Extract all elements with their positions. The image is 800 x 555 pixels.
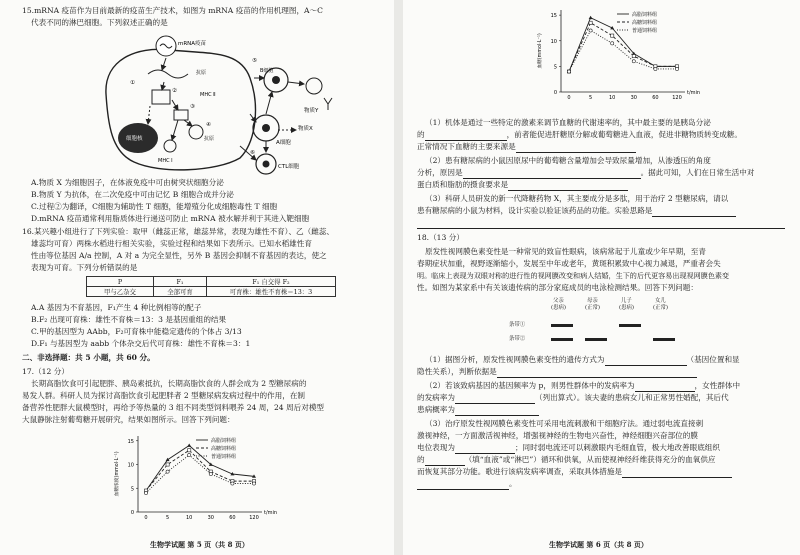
q15-stem-line: 15.mRNA 疫苗作为目前最新的疫苗生产技术，如图为 mRNA 疫苗的作用机理图，A～C	[22, 6, 323, 15]
q17-chart-right	[535, 4, 705, 110]
table-header-cell: F₁ 自交得 F₂	[207, 277, 336, 287]
circle-5: ⑤	[252, 58, 257, 64]
series-line	[569, 31, 677, 72]
q18-part-1-line	[417, 366, 697, 378]
circle-3: ③	[190, 104, 195, 110]
x-tick-label: 30	[630, 95, 637, 101]
circle-1: ①	[130, 80, 135, 86]
data-point	[589, 16, 593, 19]
data-point	[654, 67, 657, 70]
label-mrna-vaccine: mRNA疫苗	[178, 41, 207, 47]
legend-label: 普通饲料组	[632, 28, 658, 34]
exam-page-6	[403, 0, 800, 555]
q18-part-text: 。	[509, 479, 517, 488]
answer-blank-line[interactable]	[417, 219, 785, 229]
circle-4: ④	[206, 122, 211, 128]
q16-option-c: C.甲的基因型为 AAbb，F₂可育株中能稳定遗传的个体占 3/13	[31, 327, 242, 336]
q17-stem-line: 长期高脂饮食可引起肥胖、胰岛素抵抗，长期高脂饮食的人群会成为 2 型糖尿病的	[31, 379, 307, 388]
data-point	[567, 70, 570, 73]
q18-part-3-line	[417, 478, 517, 490]
chart-svg	[112, 428, 282, 528]
y-tick-label: 5	[553, 64, 557, 71]
circle-2: ②	[172, 88, 177, 94]
x-tick-label: 10	[186, 515, 193, 521]
y-tick-label: 15	[550, 13, 557, 20]
data-point	[166, 470, 169, 473]
q17-part-2-line: （2）患有糖尿病的小鼠因原尿中的葡萄糖含量增加会导致尿量增加，从渗透压的角度	[425, 156, 711, 165]
q15-option-c: C.过程②为翻译，C细胞为辅助性 T 细胞，能增殖分化成细胞毒性 T 细胞	[31, 202, 278, 211]
data-point	[675, 67, 678, 70]
legend-label: 普通饲料组	[211, 454, 237, 460]
answer-blank[interactable]	[425, 131, 507, 141]
q17-part-2-text: 。据此可知，人们在日常生活中对	[640, 168, 755, 177]
q17-part-2-text: 分析，原因是	[417, 168, 463, 177]
x-axis-label: t/min	[264, 510, 278, 516]
gel-column-daughter: 女儿	[655, 298, 666, 304]
answer-blank[interactable]	[497, 368, 697, 378]
q18-part-3-line: 激视神经，一方面激活视神经，增强视神经的生物电兴奋性，神经细胞兴奋部位的膜	[417, 431, 698, 440]
q18-part-3-line	[417, 466, 732, 478]
gel-band	[585, 338, 607, 341]
series-line	[146, 450, 254, 490]
table-header-cell: P	[87, 277, 154, 287]
y-tick-label: 10	[550, 38, 557, 45]
data-point	[611, 42, 614, 45]
series-line	[146, 455, 254, 493]
q17-part-1-line: （1）机体是通过一些特定的激素来调节血糖的代谢速率的，其中最主要的是胰岛分泌	[425, 118, 711, 127]
q17-part-1-text: ，前者能促进肝糖原分解或葡萄糖进入血液，促进非糖物质转变成糖。	[506, 130, 742, 139]
q18-part-2-line	[417, 392, 729, 404]
gel-band	[619, 324, 641, 327]
q16-option-a: A.A 基因为不育基因，F₁产生 4 种比例相等的配子	[31, 303, 202, 312]
answer-blank[interactable]	[455, 406, 539, 416]
q17-part-3-text: 患有糖尿病的小鼠为材料，设计实验以验证该药品的功能。实验思路是	[417, 206, 653, 215]
q18-part-text: 患病概率为	[417, 405, 455, 414]
q17-part-1-line	[417, 129, 742, 141]
data-point	[188, 453, 191, 456]
gel-band	[653, 338, 675, 341]
q17-stem-line: 备营养性肥胖大鼠模型时，再给予等热量的 3 组不同类型饲料喂养 24 周，24 周后对模型	[22, 403, 325, 412]
q18-part-2-line	[417, 404, 539, 416]
q17-part-1-text: 正常情况下血糖的主要来源是	[417, 142, 516, 151]
q18-part-text: ；同时弱电流还可以刺激眼内毛细血管，极大地改善眼底组织	[514, 443, 720, 452]
label-a-cell: A细胞	[276, 140, 291, 146]
section-heading: 二、非选择题：共 5 小题，共 60 分。	[22, 353, 155, 362]
data-point	[188, 449, 191, 452]
q18-part-3-line: （3）治疗原发性视网膜色素变性可采用电流刺激和干细胞疗法。通过弱电流直接刺	[425, 419, 704, 428]
label-substance-y: 物质Y	[304, 108, 319, 114]
y-tick-label: 0	[553, 90, 557, 96]
q18-part-text: 的	[417, 455, 425, 464]
table-cell: 可育株：雄性不育株＝13：3	[207, 287, 336, 297]
q18-part-text: 隐性关系），判断依据是	[417, 367, 497, 376]
x-tick-label: 120	[249, 515, 259, 521]
data-point	[589, 21, 592, 24]
q18-part-text: 而恢复其部分功能。歌进行该病发病率调查，采取具体措施是	[417, 467, 623, 476]
answer-blank[interactable]	[455, 394, 535, 404]
q18-part-text: （1）据图分析，原发性视网膜色素变性的遗传方式为	[425, 355, 605, 364]
label-antigen: 抗原	[204, 136, 215, 142]
x-tick-label: 5	[589, 95, 593, 101]
label-antigen-2: 抗原	[196, 70, 207, 76]
q18-part-text: （填“血液”或“淋巴”）循环和供氧，从而使视神经纤维获得充分的血氧供应	[464, 455, 716, 464]
q18-part-text: （列出算式）。该夫妻的患病女儿和正常男性婚配，其后代	[534, 393, 729, 402]
data-point	[144, 491, 147, 494]
q17-heading: 17.（12 分）	[22, 367, 69, 376]
answer-blank[interactable]	[508, 181, 628, 191]
label-nucleus: 细胞核	[126, 136, 143, 142]
q18-part-2-line	[425, 380, 740, 392]
electrophoresis-figure	[509, 298, 709, 350]
label-mhc2: MHC Ⅱ	[200, 92, 216, 98]
q16-option-d: D.F₁ 与基因型为 aabb 个体杂交后代可育株：雄性不育株＝3：1	[31, 339, 251, 348]
answer-blank[interactable]	[463, 169, 641, 179]
q17-stem-line: 大鼠静脉注射葡萄糖开展研究，结果如图所示。回答下列问题：	[22, 415, 235, 424]
q16-stem-line: 雄蕊均可育）两株水稻进行相关实验，实验过程和结果如下表所示。已知水稻雄性育	[31, 239, 312, 248]
answer-blank[interactable]	[516, 143, 636, 153]
data-point	[589, 29, 592, 32]
answer-blank[interactable]	[652, 207, 736, 217]
q17-part-2-line	[417, 167, 754, 179]
table-cell: 甲与乙杂交	[87, 287, 154, 297]
x-tick-label: 30	[207, 515, 214, 521]
answer-blank[interactable]	[622, 468, 732, 478]
q18-stem-line: 明。临床上表现为双眼对称的进行性的视网膜改变和病人结婚，生下的后代更容易出现视网膜色素变	[417, 271, 730, 280]
diagram-svg	[100, 34, 336, 176]
q17-part-1-line	[417, 141, 636, 153]
data-point	[166, 463, 169, 466]
y-axis-label: 血糖(mmol·L⁻¹)	[538, 33, 543, 69]
q17-part-3-line: （3）科研人员研发的新一代降糖药物 X，其主要成分是多肽，用于治疗 2 型糖尿病，请以	[425, 194, 729, 203]
x-tick-label: 120	[672, 95, 682, 101]
gel-column-mother: 母亲	[587, 298, 598, 304]
q16-stem-line: 性由等位基因 A/a 控制，A 对 a 为完全显性，另外 B 基因会抑制不育基因的表达，使之	[31, 251, 327, 260]
gel-row-label-2: 条带②	[509, 336, 526, 342]
q15-option-b: B.物质 Y 为抗体，在二次免疫中可由记忆 B 细胞合成并分泌	[31, 190, 234, 199]
label-b-cell: B细胞	[260, 68, 274, 74]
q18-part-3-line	[417, 442, 720, 454]
data-point	[611, 34, 614, 37]
x-tick-label: 0	[567, 95, 571, 101]
legend-label: 高糖饲料组	[632, 20, 658, 26]
data-point	[187, 444, 191, 447]
chart-svg	[535, 4, 705, 110]
q17-part-2-line	[417, 179, 628, 191]
y-tick-label: 15	[127, 438, 134, 445]
q18-part-text: ，女性群体中	[694, 381, 741, 390]
x-axis-label: t/min	[687, 90, 701, 96]
gel-column-son: 儿子	[621, 298, 632, 304]
table-row	[87, 287, 336, 297]
data-point	[632, 60, 635, 63]
page-footer: 生物学试题 第 5 页（共 8 页）	[150, 540, 249, 549]
gel-column-father: 父亲	[553, 298, 564, 304]
q18-stem-line: 原发性视网膜色素变性是一种常见的致盲性眼病，该病常起于儿童或少年早期，至青	[425, 247, 706, 256]
mrna-vaccine-diagram	[100, 34, 336, 176]
page-footer: 生物学试题 第 6 页（共 8 页）	[549, 540, 648, 549]
table-header-cell: F₁	[154, 277, 207, 287]
label-mhc1: MHC Ⅰ	[158, 158, 173, 164]
q18-heading: 18.（13 分）	[417, 233, 464, 242]
x-tick-label: 0	[144, 515, 148, 521]
answer-blank[interactable]	[635, 382, 695, 392]
q15-stem-line: 代表不同的淋巴细胞。下列叙述正确的是	[31, 18, 168, 27]
data-point	[632, 55, 635, 58]
label-ctl: CTL细胞	[278, 164, 300, 170]
table-header-row	[87, 277, 336, 287]
data-point	[252, 482, 255, 485]
q18-part-text: 电位表现为	[417, 443, 455, 452]
q17-part-2-text: 蛋白质和脂肪的摄食要求是	[417, 180, 509, 189]
x-tick-label: 10	[609, 95, 616, 101]
gel-column-status: (正常)	[585, 305, 600, 311]
y-axis-label: 血糖浓度(mmol·L⁻¹)	[115, 451, 120, 497]
q16-stem-line: 16.某兴趣小组进行了下列实验：取甲（雌蕊正常，雄蕊异常，表现为雄性不育）、乙（雌蕊、	[22, 227, 335, 236]
gel-row-label-1: 条带①	[509, 322, 526, 328]
q15-option-d: D.mRNA 疫苗通常利用脂质体进行递送可防止 mRNA 被水解并利于其进入靶细胞	[31, 214, 310, 223]
legend-label: 高糖饲料组	[211, 446, 237, 452]
q18-part-1-line	[425, 354, 740, 366]
y-tick-label: 10	[127, 462, 134, 469]
q16-stem-line: 表现为可育。下列分析错误的是	[31, 263, 138, 272]
y-tick-label: 0	[130, 510, 134, 516]
series-line	[569, 18, 677, 72]
q16-table	[86, 276, 336, 297]
q18-part-text: （基因位置和显	[686, 355, 740, 364]
answer-blank[interactable]	[425, 456, 465, 466]
gel-column-status: (患病)	[551, 305, 566, 311]
q18-part-3-line	[417, 454, 716, 466]
legend-label: 高脂饲料组	[632, 12, 658, 18]
answer-blank[interactable]	[417, 480, 509, 490]
data-point	[166, 458, 170, 461]
table-cell: 全部可育	[154, 287, 207, 297]
answer-blank[interactable]	[605, 356, 687, 366]
q17-chart-left	[112, 428, 282, 528]
gel-column-status: (正常)	[653, 305, 668, 311]
gel-band	[551, 324, 573, 327]
x-tick-label: 60	[229, 515, 236, 521]
exam-page-5	[0, 0, 394, 555]
gel-column-status: (患病)	[619, 305, 634, 311]
label-substance-x: 物质X	[298, 126, 313, 132]
answer-blank[interactable]	[455, 444, 515, 454]
q15-option-a: A.物质 X 为细胞因子，在体液免疫中可由树突状细胞分泌	[31, 178, 224, 187]
x-tick-label: 5	[166, 515, 170, 521]
q18-part-text: 的发病率为	[417, 393, 455, 402]
data-point	[209, 472, 212, 475]
data-point	[231, 482, 234, 485]
gel-band	[551, 338, 573, 341]
q16-option-b: B.F₂ 出现可育株：雄性不育株＝13：3 是基因重组的结果	[31, 315, 227, 324]
q17-part-1-text: 的	[417, 130, 425, 139]
circle-6: ⑥	[250, 150, 255, 156]
q18-stem-line: 春期症状加重，视野逐渐缩小，发展至中年或老年，黄斑积累致中心视力减退，严重者会失	[417, 259, 721, 268]
x-tick-label: 60	[652, 95, 659, 101]
q18-stem-line: 性。如图为某家系中有关该遗传病的部分家庭成员的电泳检测结果。回答下列问题：	[417, 283, 698, 292]
y-tick-label: 5	[130, 486, 134, 493]
q18-part-text: （2）若该致病基因的基因频率为 p，则男性群体中的发病率为	[425, 381, 635, 390]
q17-part-3-line	[417, 205, 736, 217]
legend-label: 高脂饲料组	[211, 438, 237, 444]
q17-stem-line: 易发人群。科研人员为探讨高脂饮食引起肥胖者 2 型糖尿病发病过程中的作用，在制	[22, 391, 306, 400]
